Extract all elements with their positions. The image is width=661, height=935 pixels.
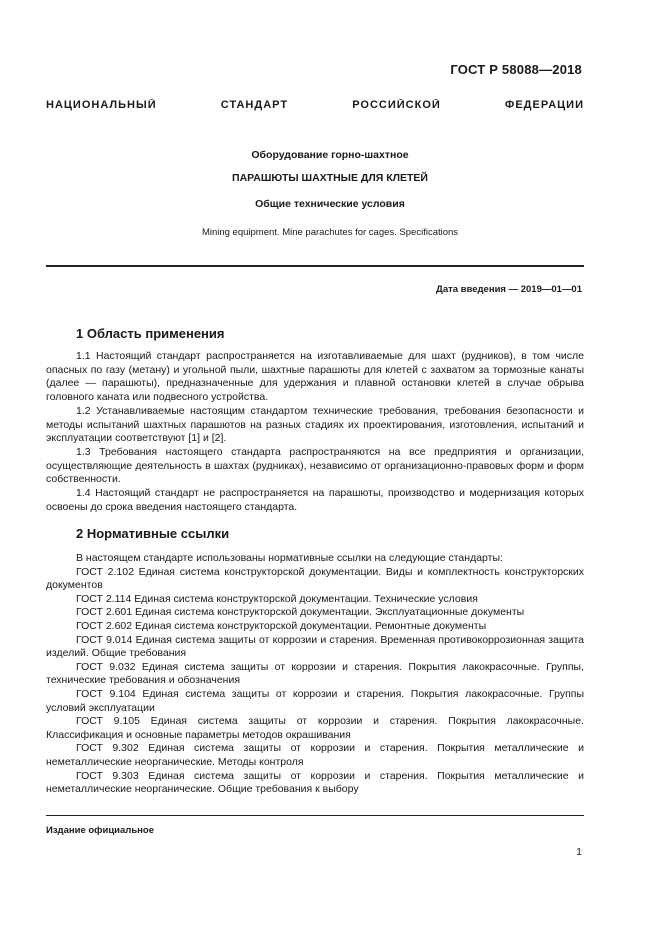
reference-item: ГОСТ 9.105 Единая система защиты от коррозии и старения. Покрытия лакокрасочные. Классификация и основные параметры методов окрашивания (46, 715, 584, 741)
reference-item: ГОСТ 2.602 Единая система конструкторской документации. Ремонтные документы (76, 619, 487, 632)
title-english: Mining equipment. Mine parachutes for cages. Specifications (201, 227, 459, 238)
title-divider (46, 265, 584, 267)
paragraph-1-2: 1.2 Устанавливаемые настоящим стандартом технические требования, требования безопасности и методы испытаний шахтных парашютов на разных стадиях их проектирования, изготовления, испытаний и эксплуатации соответствуют [1] и [2]. (46, 405, 584, 445)
section-1-heading: 1 Область применения (76, 326, 225, 341)
paragraph-1-4: 1.4 Настоящий стандарт не распространяется на парашюты, производство и модернизация которых освоены до срока введения настоящего стандарта. (46, 487, 584, 513)
reference-item: ГОСТ 9.303 Единая система защиты от коррозии и старения. Покрытия металлические и неметаллические неорганические. Общие требования к выбору (46, 769, 584, 796)
reference-item: ГОСТ 2.601 Единая система конструкторской документации. Эксплуатационные документы (76, 606, 525, 619)
document-code: ГОСТ Р 58088—2018 (450, 62, 582, 77)
page-number: 1 (576, 846, 582, 858)
footer-divider (46, 815, 584, 816)
title-subtitle: Общие технические условия (255, 198, 405, 210)
reference-item: ГОСТ 2.114 Единая система конструкторской документации. Технические условия (76, 592, 478, 605)
reference-item: ГОСТ 9.104 Единая система защиты от коррозии и старения. Покрытия лакокрасочные. Группы условий эксплуатации (46, 687, 584, 714)
title-category: Оборудование горно-шахтное (251, 149, 409, 161)
reference-item: ГОСТ 9.032 Единая система защиты от коррозии и старения. Покрытия лакокрасочные. Группы, технические требования и обозначения (46, 660, 584, 687)
reference-item: ГОСТ 9.302 Единая система защиты от коррозии и старения. Покрытия металлические и неметаллические неорганические. Методы контроля (46, 742, 584, 768)
reference-item: ГОСТ 2.102 Единая система конструкторской документации. Виды и комплектность конструкторских документов (46, 565, 584, 592)
introduction-date: Дата введения — 2019—01—01 (436, 284, 582, 295)
reference-item: ГОСТ 9.014 Единая система защиты от коррозии и старения. Временная противокоррозионная защита изделий. Общие требования (46, 633, 584, 660)
normative-references-list (46, 552, 584, 797)
section-2-heading: 2 Нормативные ссылки (76, 526, 230, 541)
title-main: ПАРАШЮТЫ ШАХТНЫЕ ДЛЯ КЛЕТЕЙ (232, 172, 428, 184)
paragraph-1-3: 1.3 Требования настоящего стандарта распространяются на все предприятия и организации, осуществляющие деятельность в шахтах (рудниках), независимо от организационно-правовых форм и форм собственности. (46, 446, 584, 486)
official-edition-label: Издание официальное (46, 825, 154, 836)
references-intro: В настоящем стандарте использованы нормативные ссылки на следующие стандарты: (76, 552, 503, 564)
paragraph-1-1: 1.1 Настоящий стандарт распространяется на изготавливаемые для шахт (рудников), в том числе опасных по газу (метану) и угольной пыли, шахтные парашюты для клетей с захватом за тормозные канаты (далее — парашюты), предназначенные для удержания и плавной остановки клетей в случае обрыва головного каната или подвесного устройства. (46, 350, 584, 403)
national-standard-banner: НАЦИОНАЛЬНЫЙ СТАНДАРТ РОССИЙСКОЙ ФЕДЕРАЦИИ (46, 99, 584, 111)
